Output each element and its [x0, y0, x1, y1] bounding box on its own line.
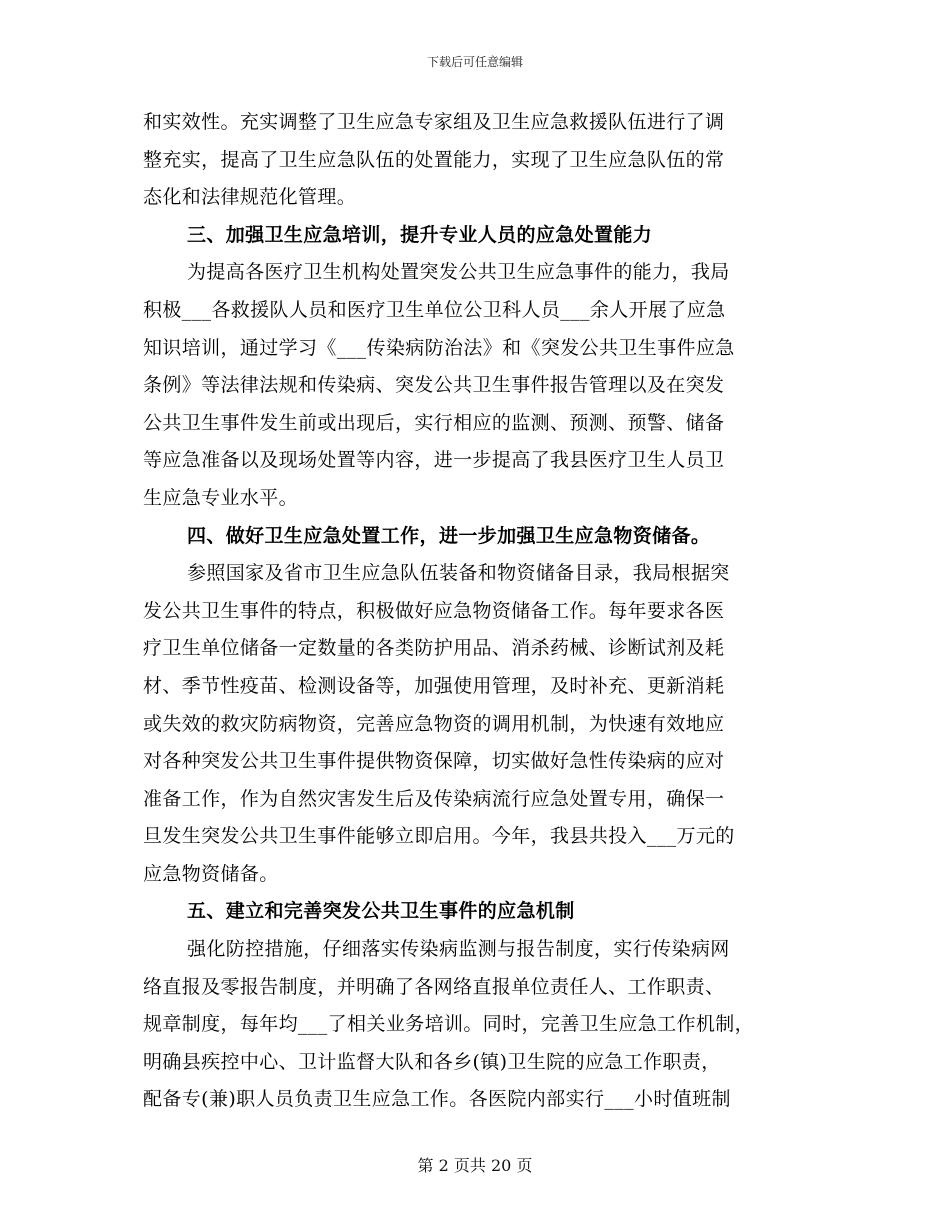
body-line: 疗卫生单位储备一定数量的各类防护用品、消杀药械、诊断试剂及耗	[143, 637, 725, 660]
body-line: 规章制度，每年均___了相关业务培训。同时，完善卫生应急工作机制，	[143, 1013, 755, 1036]
body-line: 材、季节性疫苗、检测设备等，加强使用管理，及时补充、更新消耗	[143, 674, 725, 697]
body-line: 发公共卫生事件的特点，积极做好应急物资储备工作。每年要求各医	[143, 599, 725, 622]
body-line: 生应急专业水平。	[143, 486, 299, 509]
body-line: 条例》等法律法规和传染病、突发公共卫生事件报告管理以及在突发	[143, 374, 725, 397]
paragraph-first-line: 为提高各医疗卫生机构处置突发公共卫生应急事件的能力，我局	[187, 261, 730, 284]
body-line: 准备工作，作为自然灾害发生后及传染病流行应急处置专用，确保一	[143, 787, 725, 810]
body-line: 等应急准备以及现场处置等内容，进一步提高了我县医疗卫生人员卫	[143, 449, 725, 472]
body-line: 或失效的救灾防病物资，完善应急物资的调用机制，为快速有效地应	[143, 712, 725, 735]
body-line: 对各种突发公共卫生事件提供物资保障，切实做好急性传染病的应对	[143, 750, 725, 773]
body-line: 明确县疾控中心、卫计监督大队和各乡(镇)卫生院的应急工作职责，	[143, 1050, 721, 1073]
section-heading: 四、做好卫生应急处置工作，进一步加强卫生应急物资储备。	[187, 524, 711, 547]
body-line: 态化和法律规范化管理。	[143, 186, 357, 209]
body-line: 和实效性。充实调整了卫生应急专家组及卫生应急救援队伍进行了调	[143, 111, 725, 133]
body-line: 整充实，提高了卫生应急队伍的处置能力，实现了卫生应急队伍的常	[143, 148, 725, 171]
body-line: 应急物资储备。	[143, 862, 279, 885]
body-line: 公共卫生事件发生前或出现后，实行相应的监测、预测、预警、储备	[143, 411, 725, 434]
section-heading: 五、建立和完善突发公共卫生事件的应急机制	[187, 900, 575, 923]
body-line: 积极___各救援队人员和医疗卫生单位公卫科人员___余人开展了应急	[143, 298, 726, 321]
paragraph-first-line: 强化防控措施，仔细落实传染病监测与报告制度，实行传染病网	[187, 938, 730, 961]
body-line: 知识培训，通过学习《___传染病防治法》和《突发公共卫生事件应急	[143, 336, 735, 359]
paragraph-first-line: 参照国家及省市卫生应急队伍装备和物资储备目录，我局根据突	[187, 562, 730, 585]
body-line: 配备专(兼)职人员负责卫生应急工作。各医院内部实行___小时值班制	[143, 1088, 731, 1111]
page-header: 下载后可任意编辑	[426, 55, 523, 69]
section-heading: 三、加强卫生应急培训，提升专业人员的应急处置能力	[187, 223, 653, 246]
document-body	[143, 104, 803, 1119]
body-line: 络直报及零报告制度，并明确了各网络直报单位责任人、工作职责、	[143, 975, 725, 998]
page-number: 第 2 页共 20 页	[417, 1156, 533, 1175]
body-line: 旦发生突发公共卫生事件能够立即启用。今年，我县共投入___万元的	[143, 825, 735, 848]
